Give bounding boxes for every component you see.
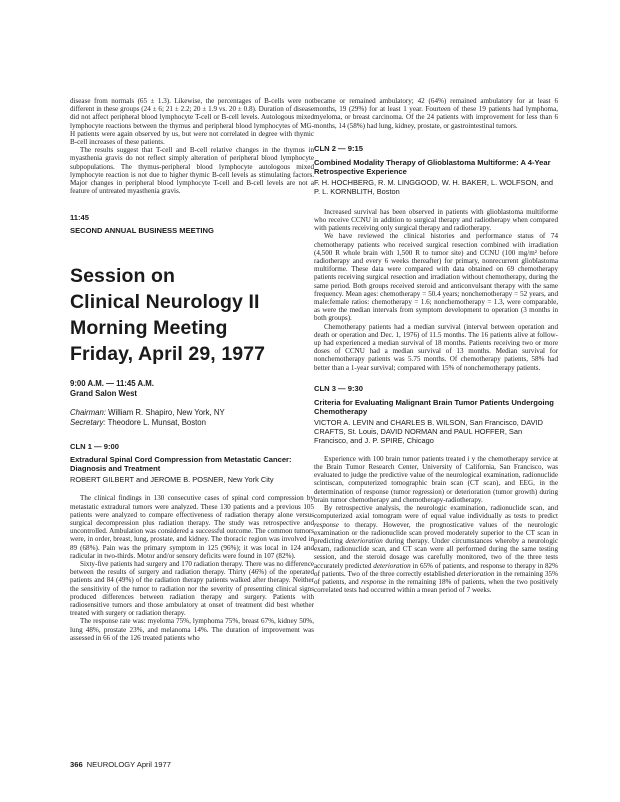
- session-title-line: Session on: [70, 265, 176, 288]
- left-column: [70, 97, 314, 642]
- paragraph: Increased survival has been observed in patients with glioblastoma multiforme who receive CCNU in addition to surgical therapy and radiotherapy when compared with patients receiving only surgical therapy and radiotherapy.: [314, 207, 558, 233]
- paragraph: Chemotherapy patients had a median survival (interval between operation and death or operation and Dec. 1, 1976) of 11.5 months. The 16 patients alive at follow-up had experienced a median survival of 18 months. Patients receiving two or more doses of CCNU had a median survival of 13 months. Median survival for nonchemotherapy patients was 5.75 months. Of chemotherapy patients, 58% had better than a 1-year survival; compared with 15% of nonchemotherapy patients.: [314, 322, 558, 372]
- secretary-line: [70, 418, 314, 428]
- page-footer: [70, 760, 171, 769]
- session-time: 9:00 A.M. — 11:45 A.M.: [70, 379, 154, 389]
- abstract-title: Extradural Spinal Cord Compression from Metastatic Cancer: Diagnosis and Treatment: [70, 455, 292, 474]
- paragraph: disease from normals (65 ± 1.3). Likewise, the percentages of B-cells were not different in these groups (24 ± 6; 21 ± 2.2; 20 ± 1.9 vs. 20 ± 0.8). Duration of disease did not affect peripheral blood lymphocyte T-cell or B-cell levels. Autologous mixed lymphocyte reactions between the thymus and peripheral blood lymphocytes of MG-H patients were again observed by us, but were not correlated in degree with thymic B-cell increases of these patients.: [70, 97, 314, 147]
- abstract-title: Combined Modality Therapy of Glioblastoma Multiforme: A 4-Year Retrospective Experience: [314, 157, 551, 176]
- session-room: Grand Salon West: [70, 388, 138, 398]
- paragraph: became or remained ambulatory; 42 (64%) remained ambulatory for at least 6 months, 19 (29%) for at least 1 year. Fourteen of these 19 patients had lymphoma, myeloma, or breast carcinoma. Of the 24 patients with improvement for less than 6 months, 14 (58%) had lung, kidney, prostate, or gastrointestinal tumors.: [314, 97, 558, 130]
- abstract-label: CLN 1 — 9:00: [70, 442, 119, 452]
- paragraph: The results suggest that T-cell and B-cell relative changes in the thymus in myasthenia gravis do not reflect simply alteration of peripheral blood lymphocyte subpopulations. The thymus-peripheral blood lymphocyte autologous mixed lymphocyte reaction is not due to higher thymic B-cell levels as stimulating factors. Major changes in peripheral blood lymphocyte T-cell and B-cell levels are not a feature of untreated myasthenia gravis.: [70, 146, 314, 196]
- paragraph: The clinical findings in 130 consecutive cases of spinal cord compression by metastatic extradural tumors were analyzed. These 130 patients and a previous 105 patients were analyzed to compare effectiveness of radiation therapy alone versus surgical decompression plus radiation therapy. The study was retrospective and uncontrolled. Ambulation was considered a successful outcome. The common tumors were, in order, breast, lung, prostate, and kidney. The thoracic region was involved in 89 (68%). Pain was the primary symptom in 125 (96%); it was local in 124 and radicular in two-thirds. Motor and/or sensory deficits were found in 107 (82%).: [70, 494, 314, 560]
- paragraph: The response rate was: myeloma 75%, lymphoma 75%, breast 67%, kidney 50%, lung 48%, prostate 23%, and melanoma 14%. The duration of improvement was assessed in 66 of the 126 treated patients who: [70, 617, 314, 642]
- text-run: By retrospective analysis, the neurologic examination, radionuclide scan, and computerized axial tomogram were of equal value individually as tests to predict: [314, 504, 558, 521]
- abstract-title: Criteria for Evaluating Malignant Brain Tumor Patients Undergoing Chemotherapy: [314, 397, 554, 416]
- page-number: 366: [70, 760, 83, 769]
- chairman-name: William R. Shapiro, New York, NY: [108, 408, 225, 418]
- emphasis: deterioration: [345, 536, 383, 545]
- secretary-label: Secretary:: [70, 417, 106, 427]
- text-run: to therapy. However, the prognosticative values of the neurologic examination or the radionuclide scan proved moderately superior to the CT scan in predicting: [314, 520, 558, 545]
- abstract-label: CLN 3 — 9:30: [314, 383, 363, 393]
- session-title: [70, 263, 314, 367]
- session-title-line: Clinical Neurology II: [70, 291, 260, 314]
- emphasis: deterioration: [373, 561, 411, 570]
- business-title: SECOND ANNUAL BUSINESS MEETING: [70, 226, 214, 236]
- emphasis: deterioration: [456, 569, 495, 578]
- text-run: during therapy. Under circumstances whereby a neurologic exam, radionuclide scan, and CT scan were all performed during the same testing session, and the steroid dosage was carefully monitored, two of the three tests accurately predicted: [314, 536, 558, 570]
- chairman-label: Chairman:: [70, 408, 106, 418]
- paragraph: Sixty-five patients had surgery and 170 radiation therapy. There was no difference between the results of surgery and radiation therapy. Thirty (46%) of the operated patients and 84 (49%) of the radiation therapy patients walked after therapy. Neither the sensitivity of the tumor to radiation nor the severity of presenting clinical signs produced differences between radiation therapy and surgery. Patients with radiosensitive tumors and those ambulatory at onset of treatment did best whether treated with surgery or radiation therapy.: [70, 560, 314, 618]
- paragraph: We have reviewed the clinical histories and performance status of 74 chemotherapy patients who received surgical resection combined with irradiation (4,500 R whole brain with 1,500 R to tumor site) and CCNU (100 mg/m² before radiotherapy and every 6 weeks thereafter) for primary, nonrecurrent glioblastoma multiforme. These data were compared with data obtained on 69 chemotherapy patients receiving surgical resection and irradiation without chemotherapy, during the same period. Both groups received steroid and anticonvulsant therapy with the same frequency. Mean ages: chemotherapy = 50.4 years; nonchemotherapy = 52 years, and male:female ratios: chemotherapy = 1.6; nonchemotherapy = 1.3, were comparable, as were the median intervals from symptom development to operation (3 months in both groups).: [314, 232, 558, 323]
- chairman-line: [70, 408, 314, 418]
- session-title-line: Friday, April 29, 1977: [70, 343, 266, 366]
- emphasis: response: [361, 577, 387, 586]
- business-time: 11:45: [70, 213, 90, 223]
- abstract-authors: ROBERT GILBERT and JEROME B. POSNER, New York City: [70, 475, 274, 485]
- right-column: [314, 97, 558, 594]
- session-title-line: Morning Meeting: [70, 317, 228, 340]
- paragraph: Experience with 100 brain tumor patients treated i y the chemotherapy service at the Brain Tumor Research Center, University of California, San Francisco, was evaluated to judge the predictive value of the neurological examination, radionuclide scintiscan, computerized tomographic brain scan (CT scan), and EEG, in the determination of response (tumor regression) or deterioration (tumor growth) during brain tumor chemotherapy and chemotherapy-radiotherapy.: [314, 454, 558, 504]
- journal-name: NEUROLOGY April 1977: [86, 760, 171, 769]
- emphasis: response: [314, 520, 339, 529]
- text-run: in the remaining 18% of patients, when the two positively correlated tests had occurred within a mean period of 7 weeks.: [314, 577, 558, 595]
- abstract-label: CLN 2 — 9:15: [314, 143, 363, 153]
- abstract-authors: VICTOR A. LEVIN and CHARLES B. WILSON, San Francisco, DAVID CRAFTS, St. Louis, DAVID NORMAN and PAUL HOFFER, San Francisco, and J. P. SPIRE, Chicago: [314, 417, 543, 445]
- paragraph: [314, 504, 558, 594]
- text-run: in the remaining 35% of patients, and: [314, 569, 558, 586]
- abstract-authors: F. H. HOCHBERG, R. M. LINGGOOD, W. H. BAKER, L. WOLFSON, and P. L. KORNBLITH, Boston: [314, 177, 554, 196]
- secretary-name: Theodore L. Munsat, Boston: [107, 417, 206, 427]
- text-run: in 65% of patients, and response to therapy in 82% of patients. Two of the three correctly established: [314, 561, 559, 578]
